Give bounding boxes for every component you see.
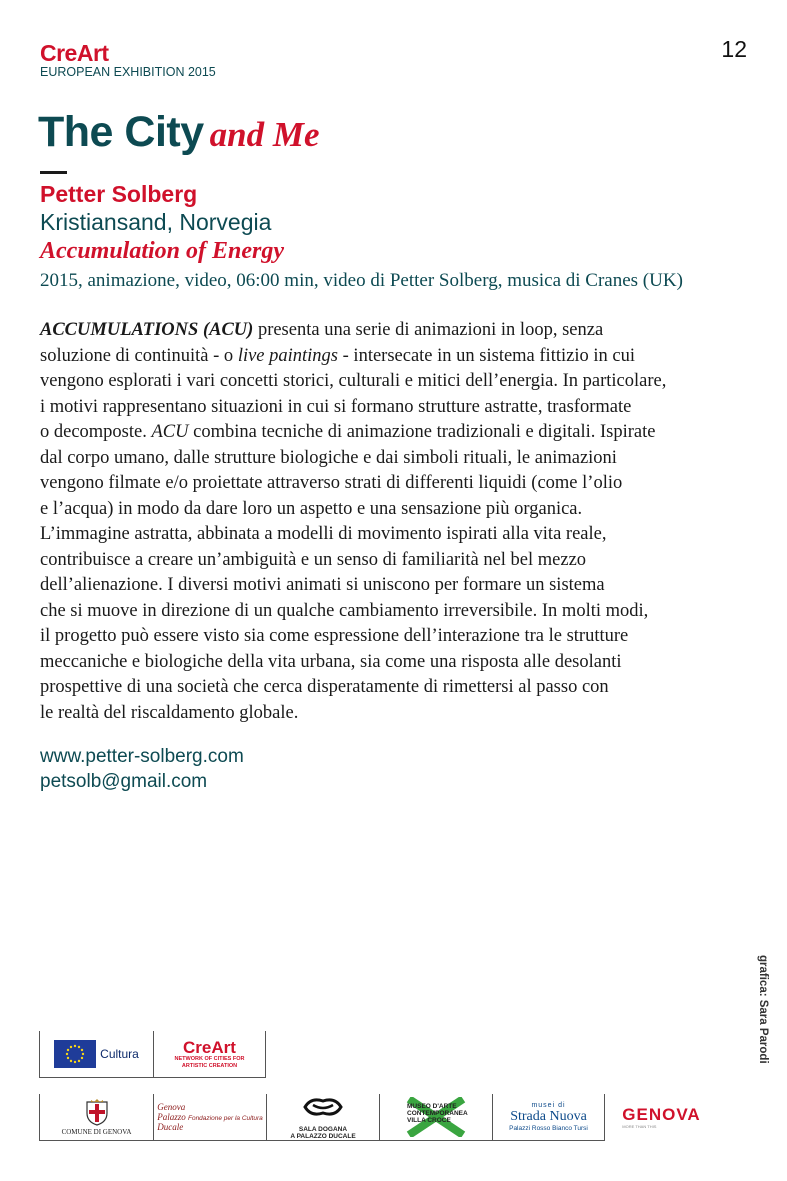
eu-flag-icon	[54, 1040, 96, 1068]
work-title: Accumulation of Energy	[40, 238, 285, 264]
title-main: The City	[38, 108, 204, 156]
sala-dogana-mark-icon	[301, 1095, 345, 1121]
description-line: L’immagine astratta, abbinata a modelli di movimento ispirati alla vita reale,	[40, 524, 607, 544]
logo-row-top	[39, 1031, 266, 1078]
description-line: o decomposte. ACU combina tecniche di animazione tradizionali e digitali. Ispirate	[40, 422, 656, 442]
description-line: che si muove in direzione di un qualche cambiamento irreversibile. In molti modi,	[40, 600, 649, 621]
description-line: soluzione di continuità - o live paintings - intersecate in un sistema fittizio in cui	[40, 345, 635, 366]
description-line: vengono filmate e/o proiettate attraverso strati di differenti liquidi (come l’olio	[40, 473, 623, 493]
creart-logo: CreArt	[40, 40, 109, 66]
description-line: ACCUMULATIONS (ACU) presenta una serie di animazioni in loop, senza	[40, 320, 604, 340]
description-line: le realtà del riscaldamento globale.	[40, 702, 299, 723]
creart-network-logo: CreArt NETWORK OF CITIES FOR ARTISTIC CREATION	[153, 1031, 266, 1078]
description-line: dal corpo umano, dalle strutture biologiche e dai simboli rituali, le animazioni	[40, 447, 617, 468]
palazzo-ducale-logo: Genova Palazzo Fondazione per la Cultura Ducale	[153, 1094, 266, 1141]
description-line: dell’alienazione. I diversi motivi animati si uniscono per formare un sistema	[40, 575, 605, 595]
description-line: vengono esplorati i vari concetti storici, culturali e mitici dell’energia. In particolare,	[40, 371, 667, 391]
description-line: i motivi rappresentano situazioni in cui si formano strutture astratte, trasformate	[40, 396, 632, 417]
exhibition-subtitle: EUROPEAN EXHIBITION 2015	[40, 65, 216, 79]
description-line: meccaniche e biologiche della vita urbana, sia come una risposta alle desolanti	[40, 651, 622, 672]
work-details: 2015, animazione, video, 06:00 min, video di Petter Solberg, musica di Cranes (UK)	[40, 270, 683, 291]
email-link[interactable]: petsolb@gmail.com	[40, 771, 208, 792]
villa-croce-logo: MUSEO D'ARTE CONTEMPORANEA VILLA CROCE	[379, 1094, 492, 1141]
logo-row-bottom	[39, 1094, 718, 1141]
divider	[40, 171, 67, 174]
description-line: contribuisce a creare un’ambiguità e un senso di familiarità nel bel mezzo	[40, 549, 587, 570]
artist-location: Kristiansand, Norvegia	[40, 209, 272, 235]
artist-name: Petter Solberg	[40, 181, 198, 207]
title-accent: and Me	[209, 115, 320, 154]
coat-of-arms-icon	[84, 1098, 110, 1126]
website-link[interactable]: www.petter-solberg.com	[40, 746, 244, 767]
description-line: il progetto può essere visto sia come espressione dell’interazione tra le strutture	[40, 626, 629, 646]
page-number: 12	[721, 36, 747, 62]
description-line: e l’acqua) in modo da dare loro un aspetto e una sensazione più organica.	[40, 498, 583, 519]
page-title	[38, 108, 320, 157]
design-credit: grafica: Sara Parodi	[757, 955, 769, 1064]
genova-logo: GENOVA MORE THAN THIS	[622, 1105, 701, 1129]
contact-links	[40, 744, 244, 794]
strada-nuova-logo: musei di Strada Nuova Palazzi Rosso Bianco Tursi	[492, 1094, 605, 1141]
brand-block	[40, 42, 216, 80]
comune-genova-logo: COMUNE DI GENOVA	[39, 1094, 153, 1141]
description-line: prospettive di una società che cerca disperatamente di rimettersi al passo con	[40, 677, 609, 697]
description	[40, 318, 755, 726]
sala-dogana-logo: SALA DOGANA A PALAZZO DUCALE	[266, 1094, 379, 1141]
eu-culture-logo: Cultura	[39, 1031, 153, 1078]
